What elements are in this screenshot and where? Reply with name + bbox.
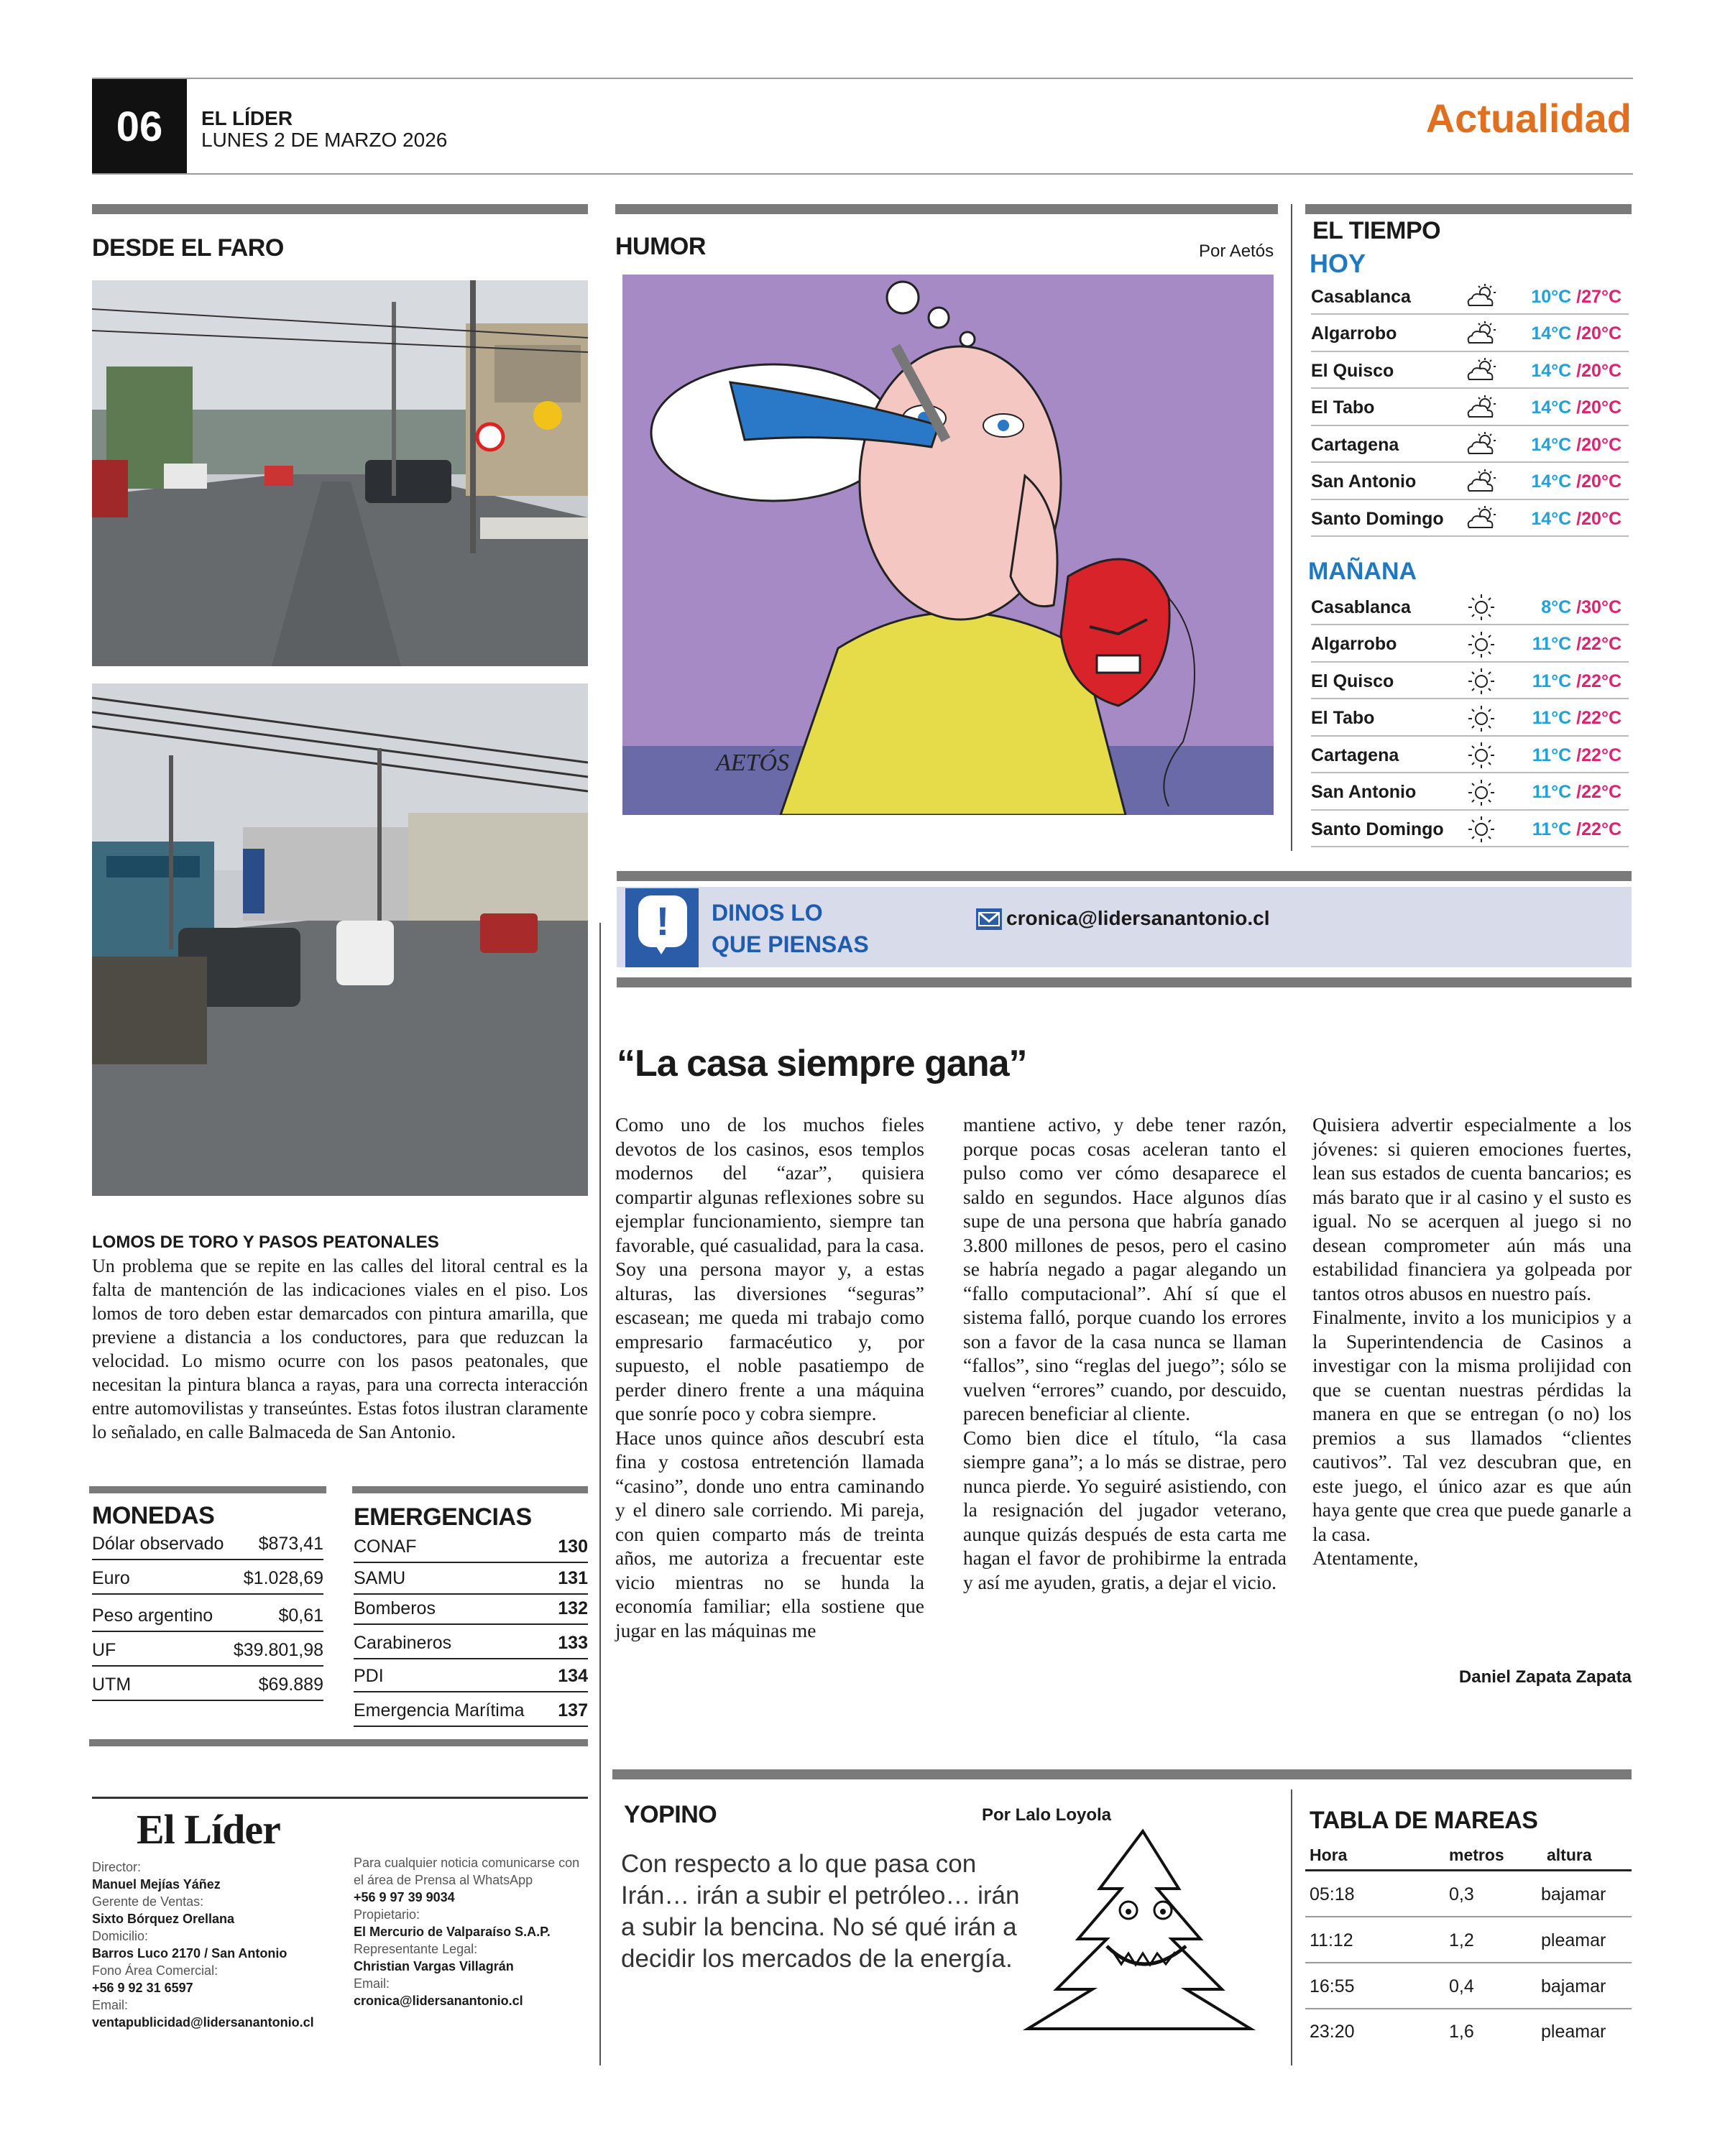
weather-temps: 11°C /22°C <box>1532 671 1622 691</box>
pine-tree-illustration <box>1013 1824 1258 2032</box>
street-photo-2 <box>92 683 588 1196</box>
weather-row <box>1311 702 1629 737</box>
weather-row <box>1311 466 1629 500</box>
weather-city: Casablanca <box>1311 286 1411 307</box>
weather-row <box>1311 354 1629 389</box>
weather-temps: 14°C /20°C <box>1531 397 1622 418</box>
letter-column-1: Como uno de los muchos fieles devotos de los casinos, esos templos modernos del “azar”, quisiera compartir algunas reflexiones sobre su ejemplar funcionamiento, siempre tan favorable, qué casualidad, para la casa. Soy una persona mayor y, a estas alturas, las diversiones “seguras” escasean; me queda mi trabajo como empresario farmacéutico y, por supuesto, el noble pasatiempo de perder dinero frente a una máquina que sonríe poco y cobra siempre. Hace unos quince años descubrí esta fina y costosa entretención llamada “casino”, donde uno entra caminando y el dinero sale corriendo. Mi pareja, con quien comparto más de treinta años, me autoriza a frecuentar este vicio mientras no se hunda la economía familiar; ella sostiene que jugar en las máquinas me <box>615 1113 924 1641</box>
partly-cloudy-icon <box>1462 356 1501 385</box>
humor-title: HUMOR <box>615 233 706 260</box>
emergencia-row: CONAF 130 <box>354 1537 588 1563</box>
mareas-header: Hora metros altura <box>1305 1841 1632 1871</box>
weather-city: El Quisco <box>1311 360 1394 381</box>
weather-row <box>1311 502 1629 537</box>
letter-signature: Daniel Zapata Zapata <box>1458 1667 1632 1687</box>
weather-temps: 11°C /22°C <box>1532 745 1622 765</box>
partly-cloudy-icon <box>1462 320 1501 349</box>
emergencia-row: SAMU 131 <box>354 1568 588 1595</box>
moneda-row: UF $39.801,98 <box>92 1640 323 1667</box>
weather-city: Santo Domingo <box>1311 508 1444 529</box>
street-photo-1 <box>92 280 588 666</box>
weather-row <box>1311 591 1629 625</box>
weather-temps: 14°C /20°C <box>1531 471 1622 492</box>
staff-logo: El Líder <box>137 1806 280 1853</box>
page-number: 06 <box>92 79 187 174</box>
faro-title: DESDE EL FARO <box>92 234 284 262</box>
partly-cloudy-icon <box>1462 394 1501 423</box>
weather-city: Cartagena <box>1311 745 1399 765</box>
weather-row <box>1311 628 1629 663</box>
weather-city: Cartagena <box>1311 434 1399 455</box>
weather-row <box>1311 739 1629 773</box>
weather-city: San Antonio <box>1311 782 1417 802</box>
weather-temps: 14°C /20°C <box>1531 360 1622 381</box>
moneda-row: Dólar observado $873,41 <box>92 1534 323 1560</box>
weather-row <box>1311 280 1629 315</box>
letter-title: “La casa siempre gana” <box>617 1043 1027 1084</box>
weather-row <box>1311 318 1629 352</box>
weather-row <box>1311 392 1629 426</box>
weather-title: EL TIEMPO <box>1312 217 1441 244</box>
sun-icon <box>1462 704 1501 733</box>
weather-city: San Antonio <box>1311 471 1417 492</box>
weather-row <box>1311 813 1629 847</box>
staff-col1: Director: Manuel Mejías Yáñez Gerente de Ventas: Sixto Bórquez Orellana Domicilio: Barros Luco 2170 / San Antonio Fono Área Comercial: +56 9 92 31 6597 Email: ventapublicidad@lidersanantonio.cl <box>92 1860 314 2030</box>
publication-date: LUNES 2 DE MARZO 2026 <box>201 129 448 151</box>
humor-cartoon <box>622 275 1274 815</box>
weather-city: Casablanca <box>1311 596 1411 617</box>
weather-city: El Tabo <box>1311 397 1375 418</box>
weather-temps: 8°C /30°C <box>1541 596 1622 617</box>
exclamation-icon: ! <box>656 898 670 944</box>
tide-row: 11:12 1,2 pleamar <box>1305 1919 1632 1963</box>
moneda-row: Peso argentino $0,61 <box>92 1606 323 1632</box>
weather-city: El Tabo <box>1311 708 1375 728</box>
partly-cloudy-icon <box>1462 430 1501 459</box>
brand-name: EL LÍDER <box>201 107 293 129</box>
faro-caption-text: Un problema que se repite en las calles del litoral central es la falta de mantención de las indicaciones viales en el piso. Los lomos de toro deben estar demarcados con pintura amarilla, que previene a distancia a los conductores, para que reduzcan la velocidad. Lo mismo ocurre con los pasos peatonales, que necesitan la pintura blanca a rayas, para una correcta interacción entre automovilistas y transeúntes. Estas fotos ilustran claramente lo señalado, en calle Balmaceda de San Antonio. <box>92 1256 588 1442</box>
sun-icon <box>1462 593 1501 622</box>
sun-icon <box>1462 630 1501 659</box>
weather-temps: 11°C /22°C <box>1532 634 1622 654</box>
letter-column-2: mantiene activo, y debe tener razón, porque pocas cosas aceleran tanto el pulso como ver cómo desaparece el saldo en segundos. Hace algunos días supe de una persona que habría ganado 3.800 millones de pesos, pero el casino se habría negado a pagar alegando un “fallo computacional”. Ahí sí que el sistema falló, porque cuando los errores son a favor de la casa nunca se llaman “fallos”, sino “reglas del juego”; sólo se vuelven “errores” cuando, por descuido, parecen beneficiar al cliente. Como bien dice el título, “la casa siempre gana”; a lo más se distrae, pero nunca pierde. Yo seguiré asistiendo, con la resignación del jugador veterano, aunque quizás después de esta carta me hagan el favor de prohibirme la entrada y así me ayuden, gratis, a dejar el vicio. <box>963 1113 1287 1593</box>
emergencia-row: PDI 134 <box>354 1666 588 1692</box>
emergencia-row: Bomberos 132 <box>354 1598 588 1625</box>
weather-temps: 11°C /22°C <box>1532 819 1622 839</box>
yopino-author: Por Lalo Loyola <box>982 1805 1112 1825</box>
staff-col2: Para cualquier noticia comunicarse con el área de Prensa al WhatsApp +56 9 97 39 9034 Propietario: El Mercurio de Valparaíso S.A.P. Representante Legal: Christian Vargas Villagrán Email: cronica@lidersanantonio.cl <box>354 1856 580 2008</box>
weather-row <box>1311 428 1629 463</box>
mareas-title: TABLA DE MAREAS <box>1310 1807 1538 1834</box>
mail-icon <box>976 908 1002 930</box>
weather-temps: 14°C /20°C <box>1531 508 1622 529</box>
humor-author: Por Aetós <box>1199 241 1274 261</box>
weather-temps: 14°C /20°C <box>1531 434 1622 455</box>
sun-icon <box>1462 778 1501 807</box>
yopino-text: Con respecto a lo que pasa con Irán… irán a subir el petróleo… irán a subir la bencina. No sé qué irán a decidir los mercados de la energía. <box>621 1850 1020 1973</box>
moneda-row: UTM $69.889 <box>92 1674 323 1701</box>
emergencias-title: EMERGENCIAS <box>354 1503 532 1531</box>
weather-temps: 14°C /20°C <box>1531 323 1622 344</box>
emergencia-row: Carabineros 133 <box>354 1633 588 1659</box>
sun-icon <box>1462 741 1501 770</box>
dinos-icon-box <box>625 888 699 967</box>
dinos-email[interactable]: cronica@lidersanantonio.cl <box>1006 907 1270 929</box>
weather-temps: 11°C /22°C <box>1532 708 1622 728</box>
tide-row: 16:55 0,4 bajamar <box>1305 1965 1632 2009</box>
emergencia-row: Emergencia Marítima 137 <box>354 1700 588 1727</box>
sun-icon <box>1462 667 1501 696</box>
weather-tomorrow-label: MAÑANA <box>1308 558 1417 585</box>
weather-row <box>1311 665 1629 699</box>
weather-city: El Quisco <box>1311 671 1394 691</box>
partly-cloudy-icon <box>1462 468 1501 497</box>
weather-temps: 11°C /22°C <box>1532 782 1622 802</box>
partly-cloudy-icon <box>1462 282 1501 311</box>
yopino-title: YOPINO <box>624 1801 717 1828</box>
faro-caption-title: LOMOS DE TORO Y PASOS PEATONALES <box>92 1233 439 1252</box>
section-title: Actualidad <box>1425 96 1632 141</box>
weather-city: Santo Domingo <box>1311 819 1444 839</box>
partly-cloudy-icon <box>1462 505 1501 533</box>
weather-today-label: HOY <box>1310 249 1366 278</box>
sun-icon <box>1462 815 1501 844</box>
tide-row: 23:20 1,6 pleamar <box>1310 2021 1606 2042</box>
monedas-title: MONEDAS <box>92 1502 215 1529</box>
weather-city: Algarrobo <box>1311 323 1397 344</box>
dinos-title: DINOS LO QUE PIENSAS <box>712 900 869 957</box>
moneda-row: Euro $1.028,69 <box>92 1568 323 1595</box>
tide-row: 05:18 0,3 bajamar <box>1305 1873 1632 1917</box>
weather-city: Algarrobo <box>1311 634 1397 654</box>
weather-temps: 10°C /27°C <box>1531 286 1622 307</box>
cartoon-signature: AETÓS <box>716 750 789 776</box>
letter-column-3: Quisiera advertir especialmente a los jóvenes: si quieren emociones fuertes, lean sus estados de cuenta bancarios; es más barato que ir al casino y el susto es igual. No se acerquen al juego si no desean comprometer aún más una estabilidad financiera ya golpeada por tantos otros abusos en nuestro país. Finalmente, invito a los municipios y a la Superintendencia de Casinos a investigar con la misma prolijidad con que se cuentan nuestras pérdidas la manera en que se entregan (o no) los premios a sus llamados “clientes cautivos”. Tal vez descubran que, en este juego, el único azar es que aún haya gente que crea que puede ganarle a la casa. Atentamente, <box>1312 1113 1632 1569</box>
weather-row <box>1311 776 1629 811</box>
